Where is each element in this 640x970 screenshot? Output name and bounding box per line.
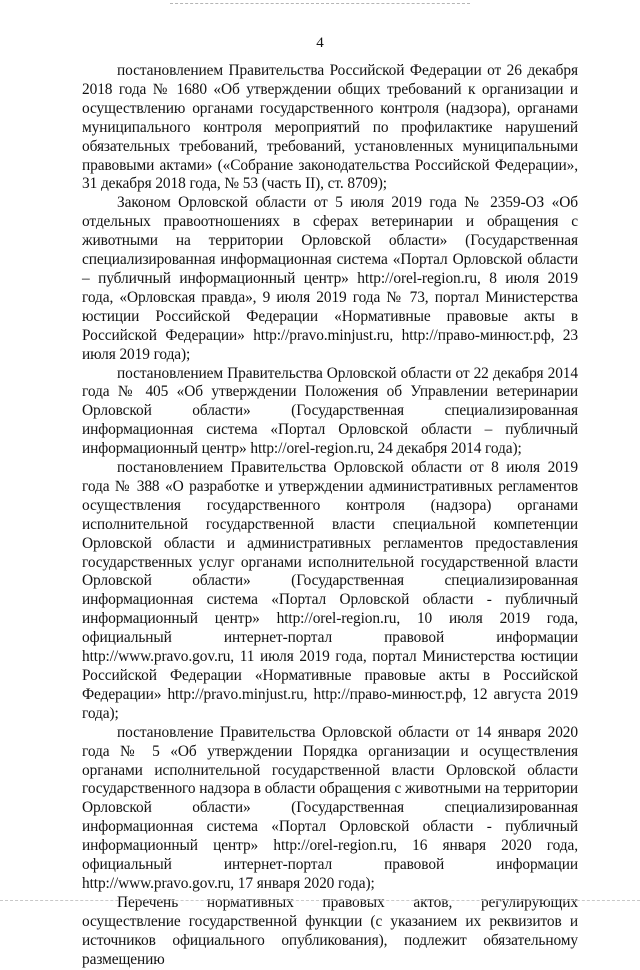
paragraph-decree-5: постановление Правительства Орловской области от 14 января 2020 года № 5 «Об утверждении Порядка организации и осуществления органами исполнительной государственной власти Орловской области государственного надзора в области обращения с животными на территории Орловской области» (Государственная специализированная информационная система «Портал Орловской области - публичный информационный центр» http://orel-region.ru, 16 января 2020 года, официальный интернет-портал правовой информации http://www.pravo.gov.ru, 17 января 2020 года); bbox=[82, 723, 578, 892]
page-number: 4 bbox=[316, 35, 324, 51]
paragraph-decree-405: постановлением Правительства Орловской области от 22 декабря 2014 года № 405 «Об утверждении Положения об Управлении ветеринарии Орловской области» (Государственная специализированная информационная система «Портал Орловской области – публичный информационный центр» http://orel-region.ru, 24 декабря 2014 года); bbox=[82, 364, 578, 458]
scan-edge-top bbox=[170, 3, 470, 4]
document-body bbox=[82, 62, 578, 970]
paragraph-decree-388: постановлением Правительства Орловской области от 8 июля 2019 года № 388 «О разработке и утверждении административных регламентов осуществления государственного контроля (надзора) органами исполнительной государственной власти специальной компетенции Орловской области и административных регламентов предоставления государственных услуг органами исполнительной государственной власти Орловской области» (Государственная специализированная информационная система «Портал Орловской области - публичный информационный центр» http://orel-region.ru, 10 июля 2019 года, официальный интернет-портал правовой информации http://www.pravo.gov.ru, 11 июля 2019 года, портал Министерства юстиции Российской Федерации «Нормативные правовые акты в Российской Федерации» http://pravo.minjust.ru, http://право-минюст.рф, 12 августа 2019 года); bbox=[82, 459, 578, 722]
paragraph-list-of-acts: Перечень нормативных правовых актов, регулирующих осуществление государственной функции (с указанием их реквизитов и источников официального опубликования), подлежит обязательному размещению bbox=[82, 893, 578, 968]
paragraph-decree-rf-1680: постановлением Правительства Российской Федерации от 26 декабря 2018 года № 1680 «Об утверждении общих требований к организации и осуществлению органами государственного контроля (надзора), органами муниципального контроля мероприятий по профилактике нарушений обязательных требований, требований, установленных муниципальными правовыми актами» («Собрание законодательства Российской Федерации», 31 декабря 2018 года, № 53 (часть II), ст. 8709); bbox=[82, 62, 578, 193]
scan-edge-bottom bbox=[0, 900, 640, 901]
paragraph-law-2359-oz: Законом Орловской области от 5 июля 2019 года № 2359-ОЗ «Об отдельных правоотношениях в сферах ветеринарии и обращения с животными на территории Орловской области» (Государственная специализированная информационная система «Портал Орловской области – публичный информационный центр» http://orel-region.ru, 8 июля 2019 года, «Орловская правда», 9 июля 2019 года № 73, портал Министерства юстиции Российской Федерации «Нормативные правовые акты в Российской Федерации» http://pravo.minjust.ru, http://право-минюст.рф, 23 июля 2019 года); bbox=[82, 194, 578, 363]
